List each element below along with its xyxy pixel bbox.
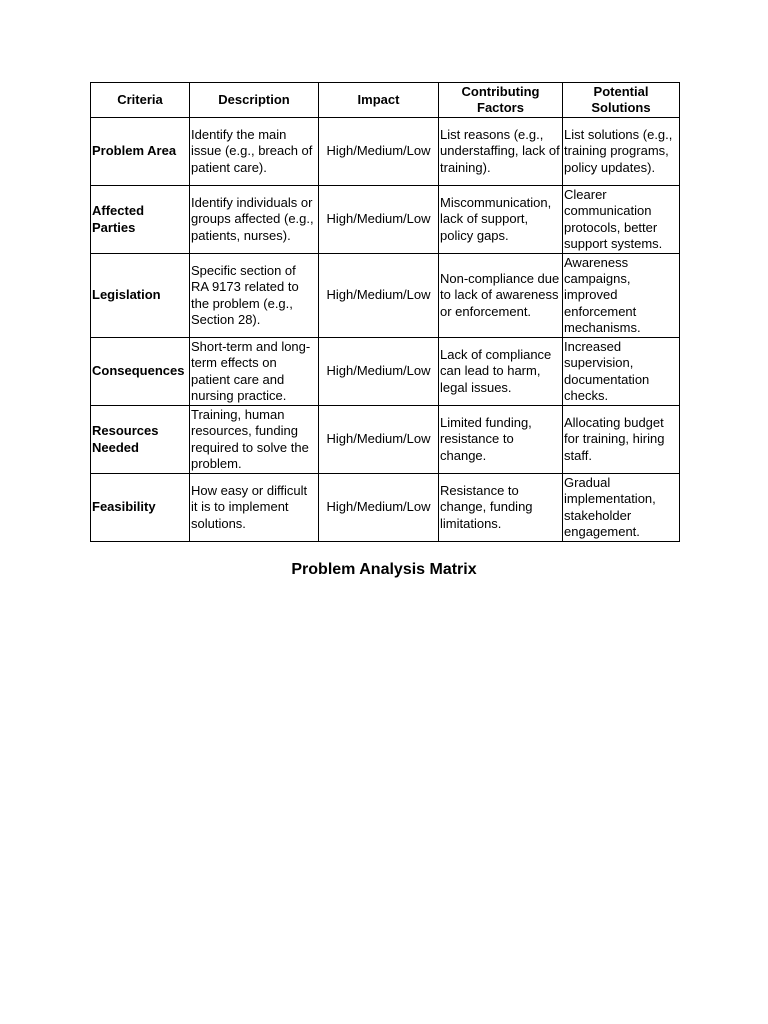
table-row bbox=[91, 338, 680, 406]
table-row bbox=[91, 474, 680, 542]
contributing-factors-cell: List reasons (e.g., understaffing, lack of training). bbox=[439, 118, 563, 186]
impact-cell: High/Medium/Low bbox=[319, 118, 439, 186]
potential-solutions-cell: List solutions (e.g., training programs, policy updates). bbox=[563, 118, 680, 186]
description-cell: How easy or difficult it is to implement solutions. bbox=[190, 474, 319, 542]
problem-analysis-table bbox=[90, 82, 680, 542]
contributing-factors-cell: Limited funding, resistance to change. bbox=[439, 406, 563, 474]
criteria-cell: Affected Parties bbox=[91, 186, 190, 254]
header-criteria: Criteria bbox=[91, 83, 190, 118]
impact-cell: High/Medium/Low bbox=[319, 186, 439, 254]
criteria-cell: Resources Needed bbox=[91, 406, 190, 474]
potential-solutions-cell: Clearer communication protocols, better support systems. bbox=[563, 186, 680, 254]
description-cell: Identify the main issue (e.g., breach of patient care). bbox=[190, 118, 319, 186]
table-row bbox=[91, 186, 680, 254]
impact-cell: High/Medium/Low bbox=[319, 254, 439, 338]
description-cell: Training, human resources, funding required to solve the problem. bbox=[190, 406, 319, 474]
contributing-factors-cell: Non-compliance due to lack of awareness or enforcement. bbox=[439, 254, 563, 338]
contributing-factors-cell: Resistance to change, funding limitations. bbox=[439, 474, 563, 542]
table-row bbox=[91, 118, 680, 186]
header-potential-solutions: Potential Solutions bbox=[563, 83, 680, 118]
criteria-cell: Legislation bbox=[91, 254, 190, 338]
potential-solutions-cell: Awareness campaigns, improved enforcement mechanisms. bbox=[563, 254, 680, 338]
header-description: Description bbox=[190, 83, 319, 118]
potential-solutions-cell: Increased supervision, documentation checks. bbox=[563, 338, 680, 406]
impact-cell: High/Medium/Low bbox=[319, 474, 439, 542]
matrix-caption: Problem Analysis Matrix bbox=[291, 561, 477, 578]
description-cell: Short-term and long-term effects on patient care and nursing practice. bbox=[190, 338, 319, 406]
description-cell: Identify individuals or groups affected (e.g., patients, nurses). bbox=[190, 186, 319, 254]
table-header-row bbox=[91, 83, 680, 118]
description-cell: Specific section of RA 9173 related to the problem (e.g., Section 28). bbox=[190, 254, 319, 338]
table-row bbox=[91, 406, 680, 474]
potential-solutions-cell: Allocating budget for training, hiring staff. bbox=[563, 406, 680, 474]
potential-solutions-cell: Gradual implementation, stakeholder engagement. bbox=[563, 474, 680, 542]
contributing-factors-cell: Miscommunication, lack of support, policy gaps. bbox=[439, 186, 563, 254]
contributing-factors-cell: Lack of compliance can lead to harm, legal issues. bbox=[439, 338, 563, 406]
impact-cell: High/Medium/Low bbox=[319, 338, 439, 406]
criteria-cell: Feasibility bbox=[91, 474, 190, 542]
impact-cell: High/Medium/Low bbox=[319, 406, 439, 474]
criteria-cell: Problem Area bbox=[91, 118, 190, 186]
criteria-cell: Consequences bbox=[91, 338, 190, 406]
header-impact: Impact bbox=[319, 83, 439, 118]
table-row bbox=[91, 254, 680, 338]
header-contributing-factors: Contributing Factors bbox=[439, 83, 563, 118]
